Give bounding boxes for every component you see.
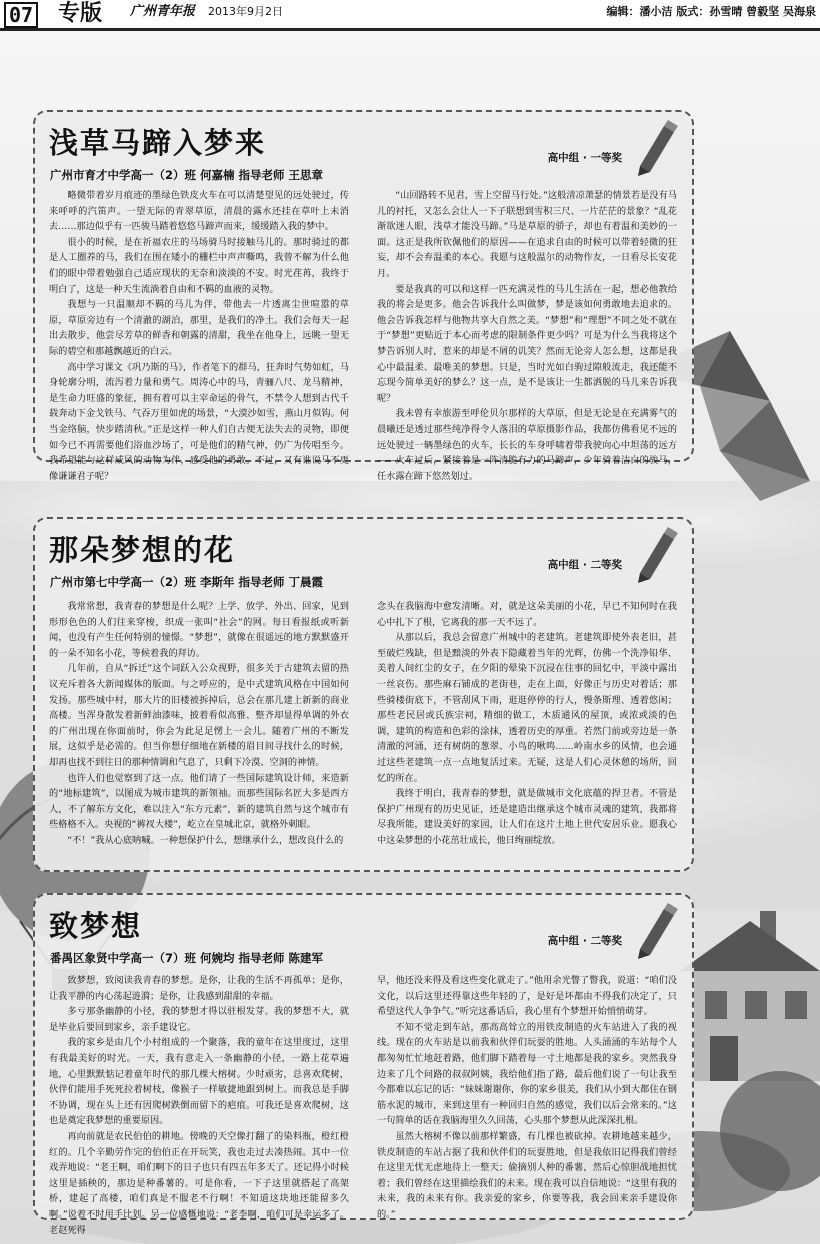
paragraph: 再向前就是农民伯伯的耕地。傍晚的天空像打翻了的染料瓶，橙红橙红的。几个辛勤劳作完的伯伯正在开玩笑，我也走过去凑热闹。其中一位戏弄地说：“老王啊，咱们啊下的日子也只有四五年多天了。还记得小时候这里是插秧的，那边是种番薯的。可是你看，一下子这里就搭起了高架桥，建起了高楼，咱们真是不服老不行啊！不知道这块地还能留多久啊。”说着不时用手比划。另一位感慨地说：“老李啊，咱们可是幸运多了。老赵死得	[49, 1130, 349, 1236]
article-byline: 番禺区象贤中学高一（7）班 何婉均 指导老师 陈建军	[50, 951, 324, 965]
paragraph: 要是我真的可以和这样一匹充满灵性的马儿生活在一起，想必他教给我的将会是更多。他会告诉我什么叫做梦，梦是该如何勇敢地去追求的。他会告诉我怎样与他物共享大自然之美。“梦想”和“理想”不同之处不就在于“梦想”更贴近于本心而考虑的限制条件更少吗？可是为什么当我将这个梦告诉别人时，惹来的却是不屑的讥笑？然而无论旁人怎么想，这都是我心中最温柔、最唯美的梦想。只是，当时光如白驹过隙般流走，我还能不忘现今简单美好的梦么？这一点，是不是该让一生都洒脱的马儿来告诉我呢？	[377, 283, 677, 404]
paragraph: 我终于明白，我青春的梦想，就是做城市文化底蕴的捍卫者。不管是保护广州现有的历史见证，还是建造出继承这个城市灵魂的建筑，我都将尽我所能，建设美好的家园，让人们在这片土地上世代安居乐业。愿我心中这朵梦想的小花茁壮成长，他日绚丽绽放。	[377, 788, 677, 846]
paragraph: 也许人们也觉察到了这一点。他们请了一些国际建筑设计师，来造新的“地标建筑”，以图成为城市建筑的新领袖。而那些国际名匠大多是西方人，不了解东方文化，难以注入“东方元素”，新的建筑自然与这个城市有些格格不入。央视的“裤衩大楼”，屹立在皇城北京，就格外刺眼。	[49, 772, 349, 831]
article-column-right	[377, 599, 677, 867]
pencil-icon	[634, 903, 678, 961]
article-byline: 广州市第七中学高一（2）班 李斯年 指导老师 丁晨霞	[50, 575, 324, 589]
paragraph: 致梦想，致阅读我青春的梦想。是你，让我的生活不再孤单；是你，让我平静的内心荡起涟漪；是你，让我感到甜甜的幸福。	[49, 975, 349, 1002]
paragraph: 很小的时候，是在祈福农庄的马场骑马时接触马儿的。那时骑过的都是人工圈养的马，我们在围在矮小的栅栏中声声嘶鸣，我曾不解为什么他们的眼中带着勉强自己适应现状的无奈和淡淡的不安。时光荏苒，我终于明白了，这是一种天生流淌着自由和不羁的血液的灵物。	[49, 236, 349, 295]
article-title: 浅草马蹄入梦来	[49, 126, 267, 160]
paragraph: 多亏那条幽静的小径，我的梦想才得以驻根发芽。我的梦想不大，就是毕业后要回到家乡，亲手建设它。	[49, 1006, 349, 1033]
page-number: 07	[4, 2, 38, 28]
paragraph: 念头在我脑海中愈发清晰。对，就是这朵美丽的小花，早已不知何时在我心中扎下了根，它离我的那一天不远了。	[377, 601, 677, 628]
article-title: 那朵梦想的花	[49, 533, 236, 567]
paragraph: 我的家乡是由几个小村组成的一个聚落，我的童年在这里度过，这里有我最美好的时光。一天，我有意走入一条幽静的小径，一路上花草遍地，心里默默惦记着童年时代的那几棵大榕树。少时顽劣，总喜欢爬树，伙伴们能用手死死拉着树枝，像猴子一样敏捷地跟到树上。而我总是手脚不协调，现在头上还有因爬树跌倒而留下的疤痕。可我还是喜欢爬树，这也是奠定我梦想的重要原因。	[49, 1037, 349, 1127]
pencil-icon	[634, 120, 678, 178]
masthead-logo: 广州青年报	[130, 4, 196, 19]
award-label: 高中组 · 二等奖	[547, 559, 622, 571]
paragraph: 从那以后，我总会留意广州城中的老建筑。老建筑即使外表老旧，甚至破烂残缺，但是黯淡的外表下隐藏着当年的光辉，仿佛一个洗净铅华、美着人间红尘的女子，在夕阳的晕染下沉浸在往事的回忆中，平淡中露出一丝哀伤。那些麻石铺成的老街巷，走在上面，好像正与历史对着话；那些骑楼街底下，不管刮风下雨，逛逛停停的行人，慢条斯理、透着悠闲；那些老民居或氏族宗祠，精细的做工，木质通风的屋顶，或浓或淡的色调，建筑的构造和色彩的涂抹，透着历史的厚重。若然门前或旁边是一条清澈的河涌，还有树荫的葱翠、小鸟的啾鸣……岭南水乡的风情，也会通过这些老建筑一点一点地复活过来。无疑，这是人们心灵休憩的场所，回忆的所在。	[377, 632, 677, 784]
award-label: 高中组 · 二等奖	[547, 935, 622, 947]
article-card-3	[33, 893, 694, 1236]
paragraph: 早，他还没来得及看这些变化就走了。”他用余光瞥了瞥我，说道：“咱们没文化，以后这里还得靠这些年轻的了，是好是坏都由不得我们决定了，只希望这代人争争气。”听完这番话后，我心里有个梦想开始悄悄萌芽。	[377, 975, 677, 1018]
paragraph: “不！”我从心底呐喊。一种想保护什么，想继承什么，想改良什么的	[67, 834, 344, 846]
article-byline: 广州市育才中学高一（2）班 何嘉楠 指导老师 王思章	[50, 168, 324, 182]
issue-date: 2013年9月2日	[208, 5, 283, 18]
article-column-right	[377, 973, 677, 1220]
article-column-left	[49, 188, 349, 482]
paragraph: 我想与一只温顺却不羁的马儿为伴，带他去一片透离尘世喧嚣的草原，草原旁边有一个清澈的湖泊，那里，是我们的净土。我们会每天一起出去散步，他尝尽芳草的鲜香和朝露的清甜，我坐在他身上，远眺一望无际的碧空和那越飘越近的白云。	[49, 299, 349, 357]
paragraph: 虽然大榕树不像以前那样繁盛，有几棵也被砍掉。农耕地越来越少，铁皮制造的车站占据了我和伙伴们的玩耍胜地，但是我依旧记得我们曾经在这里无忧无虑地待上一整天；偷摘别人种的番薯，然后心惊胆战地担忧着；我们曾经在这里描绘我们的未来。现在我可以自信地说：“这里有我的未来，我的未来有你。我亲爱的家乡，你要等我，我会回来亲手建设你的。”	[377, 1130, 677, 1220]
paragraph: “山回路转不见君，雪上空留马行处。”这般清凉萧瑟的情景若是没有马儿的衬托，又怎么会让人一下子联想到雪积三尺、一片茫茫的景象？“乱花渐欲迷人眼，浅草才能没马蹄。”马是草原的骄子，却也有着温和美妙的一面。这正是我所钦佩他们的原因——在追求自由的时候可以带着轻微的狂妄，却不会弃温柔的本心。我愿与这般温尔的动物作友，一日看尽长安花月。	[377, 190, 677, 279]
article-column-left	[49, 973, 349, 1236]
pencil-icon	[634, 527, 678, 585]
editor-credits: 编辑：潘小洁 版式：孙雪晴 曾毅坚 吴海泉	[606, 5, 816, 18]
page-header	[0, 0, 820, 31]
paragraph: 我常常想，我青春的梦想是什么呢？上学、放学、外出、回家，见到形形色色的人们往来穿梭，织成一张叫“社会”的网。每日看报纸或听新闻，也没有产生任何特别的憧憬。“梦想”，就像在很遥远的地方默默盛开的一朵不知名小花，等候着我的拜访。	[49, 601, 349, 659]
paragraph: 几年前，自从“拆迁”这个词跃入公众视野，很多关于古建筑去留的热议充斥着各大新闻媒体的版面。与之呼应的，是中式建筑风格在中国如何发扬。那些城中村，那大片的旧楼被拆掉后，总会在那儿建上新新的商业高楼。当浑身散发着新鲜油漆味，披着看似高雅、整齐却显得单调的外衣的广州出现在你面前时，你会为此足足愣上一会儿。随着广州的不断发展，这似乎是必需的。但当你想仔细地在新楼的眉目间寻找什么的时候，却再也找不到往日的那种情调和气息了，只剩下冷漠、空洞的神情。	[49, 663, 349, 768]
article-column-right	[377, 188, 677, 482]
paragraph: 不知不觉走到车站，那高高耸立的用铁皮制造的火车站进入了我的视线。现在的火车站是以前我和伙伴们玩耍的胜地。人头涌涌的车站每个人都匆匆忙忙地赶着路，他们脚下踏着每一寸土地都是我的家乡。突然我身边来了几个问路的叔叔阿姨，我给他们指了路，最后他们说了一句让我至今都难以忘记的话：“妹妹谢谢你，你的家乡很美，我们从小到大都住在钢筋水泥的城市，来到这里有一种回归自然的感觉，我们以后会常来的。”这一句简单的话在我脑海里久久回荡，心头那个梦想从此深深扎根。	[377, 1021, 677, 1127]
paragraph: 略微带着岁月痕迹的墨绿色铁皮火车在可以清楚望见的远处驶过，传来呼呼的汽笛声。一望无际的青翠草原，清晨的露水还挂在草叶上未消去……那边似乎有一匹骏马踏着悠悠马蹄声而来，缓缓踏入我的梦中。	[49, 190, 349, 233]
section-name: 专版	[58, 0, 103, 26]
award-label: 高中组 · 一等奖	[547, 152, 622, 164]
article-card-2	[33, 517, 694, 872]
article-card-1	[33, 110, 694, 482]
paragraph: 高中学习课文《巩乃斯的马》，作者笔下的群马，狂奔时气势如虹，马身轮廓分明，流泻着力量和勇气。周涛心中的马，青骊八尺、龙马精神，是生命力旺盛的象征，拥有着可以主宰命运的骨气，不禁令人想到古代千载奔动下金戈铁马、气吞万里如虎的场景，“大漠沙如雪，燕山月似钩。何当金络脑，快步踏清秋。”正是这样一种人们自古便无法失去的灵物，即便如今已不再需要他们浴血沙场了，可是他们的精气神，仍广为传唱至今。我希望能与这样威风的动物为伴，感受他的勇敢。不过，又有谁说马不更像谦谦君子呢？	[49, 361, 349, 482]
paragraph: 我未曾有幸旅游至呼伦贝尔那样的大草原，但是无论是在充满雾气的晨曦还是透过那些纯净得令人落泪的草原摄影作品，我都仿佛看见不远的远处驶过一辆墨绿色的火车，长长的车身呼啸着带我驶向心中坦荡的远方——火车过后，紧接着是一阵清脆有力的马蹄声，少年骑着洁白的骏马，任水露在蹄下悠然划过。	[377, 408, 677, 482]
article-column-left	[49, 599, 349, 867]
article-title: 致梦想	[49, 909, 143, 943]
